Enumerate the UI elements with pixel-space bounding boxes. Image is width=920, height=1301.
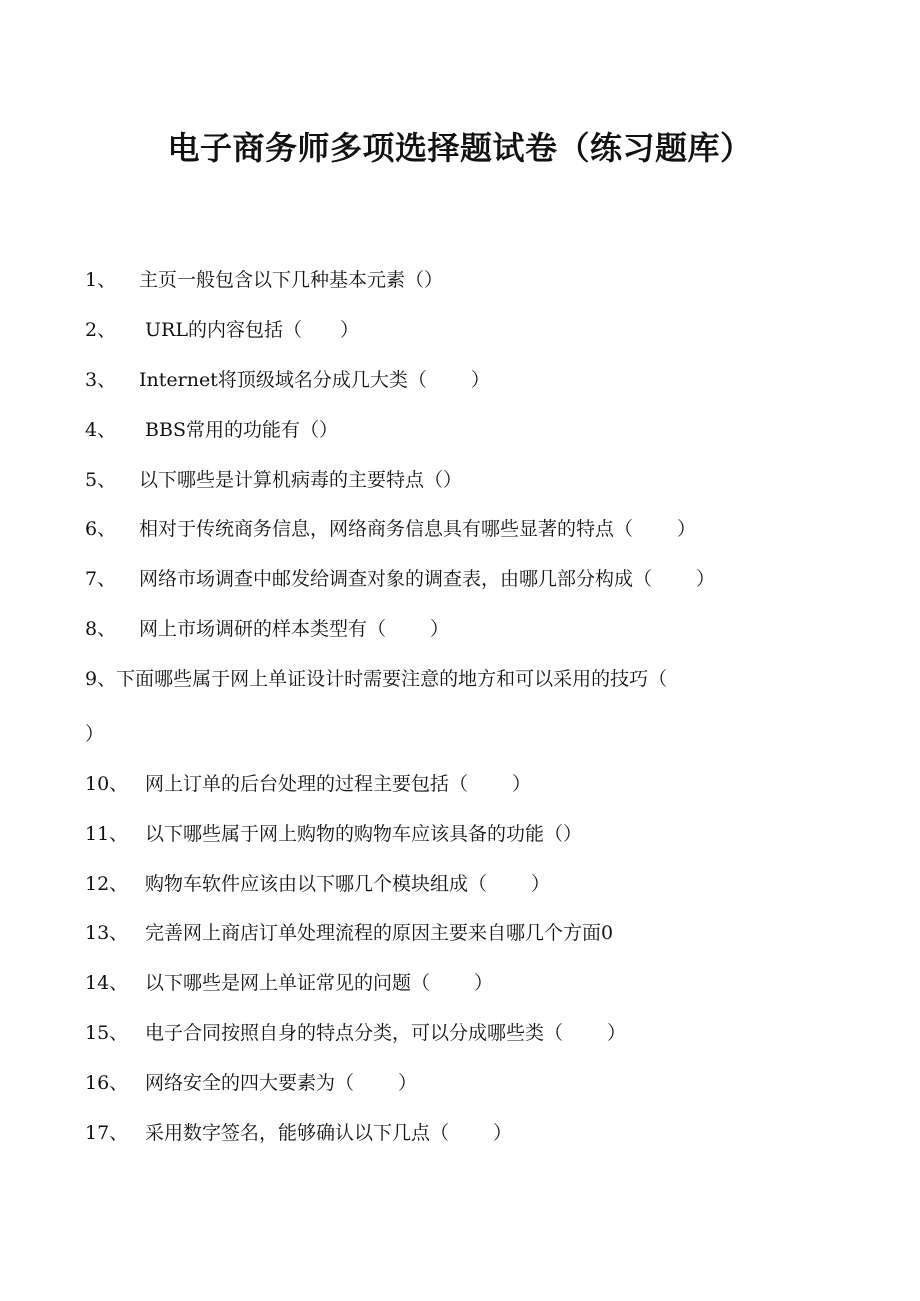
- question-text: URL的内容包括（ ）: [139, 319, 359, 341]
- question-text: 以下哪些是网上单证常见的问题（ ）: [145, 972, 494, 994]
- question-number: 12、: [85, 873, 129, 895]
- question-text: 相对于传统商务信息，网络商务信息具有哪些显著的特点（ ）: [139, 518, 697, 540]
- question-14: [85, 970, 493, 996]
- question-6: [85, 516, 696, 542]
- question-17: [85, 1120, 512, 1146]
- question-2: [85, 317, 359, 343]
- question-8: [85, 616, 449, 642]
- question-15: [85, 1020, 626, 1046]
- question-number: 14、: [85, 972, 129, 994]
- question-number: 2、: [85, 319, 117, 341]
- question-3: [85, 367, 490, 393]
- question-13: [85, 920, 613, 946]
- question-text: 网络安全的四大要素为（ ）: [145, 1072, 418, 1094]
- question-number: 11、: [85, 823, 129, 845]
- document-title: 电子商务师多项选择题试卷（练习题库）: [167, 129, 753, 167]
- question-number: 8、: [85, 618, 117, 640]
- question-text: 采用数字签名，能够确认以下几点（ ）: [145, 1122, 513, 1144]
- question-number: 16、: [85, 1072, 129, 1094]
- question-number: 6、: [85, 518, 117, 540]
- question-text: 网络市场调查中邮发给调查对象的调查表，由哪几部分构成（ ）: [139, 568, 716, 590]
- question-9: [85, 666, 667, 692]
- question-text: 电子合同按照自身的特点分类，可以分成哪些类（ ）: [145, 1022, 627, 1044]
- question-1: [85, 267, 443, 293]
- question-number: 7、: [85, 568, 117, 590]
- question-text: Internet将顶级域名分成几大类（ ）: [139, 369, 490, 391]
- question-text: 网上市场调研的样本类型有（ ）: [139, 618, 450, 640]
- question-number: 15、: [85, 1022, 129, 1044]
- question-number: 13、: [85, 922, 129, 944]
- question-text: 以下哪些属于网上购物的购物车应该具备的功能（）: [145, 823, 583, 845]
- question-text: 主页一般包含以下几种基本元素（）: [139, 269, 444, 291]
- question-text: 下面哪些属于网上单证设计时需要注意的地方和可以采用的技巧（: [116, 668, 668, 690]
- question-number: 1、: [85, 269, 117, 291]
- question-number: 10、: [85, 773, 129, 795]
- question-11: [85, 821, 582, 847]
- question-number: 17、: [85, 1122, 129, 1144]
- question-10: [85, 771, 531, 797]
- question-12: [85, 871, 550, 897]
- question-number: 5、: [85, 469, 117, 491]
- question-text: 以下哪些是计算机病毒的主要特点（）: [139, 469, 463, 491]
- question-text: 网上订单的后台处理的过程主要包括（ ）: [145, 773, 532, 795]
- question-text: BBS常用的功能有（）: [139, 419, 338, 441]
- question-9-continuation: ）: [85, 723, 105, 745]
- question-number: 4、: [85, 419, 117, 441]
- question-text: 完善网上商店订单处理流程的原因主要来自哪几个方面0: [145, 922, 614, 944]
- question-7: [85, 566, 715, 592]
- question-16: [85, 1070, 417, 1096]
- question-text: 购物车软件应该由以下哪几个模块组成（ ）: [145, 873, 551, 895]
- question-number: 9、: [85, 668, 117, 690]
- question-4: [85, 417, 338, 443]
- question-number: 3、: [85, 369, 117, 391]
- question-5: [85, 467, 462, 493]
